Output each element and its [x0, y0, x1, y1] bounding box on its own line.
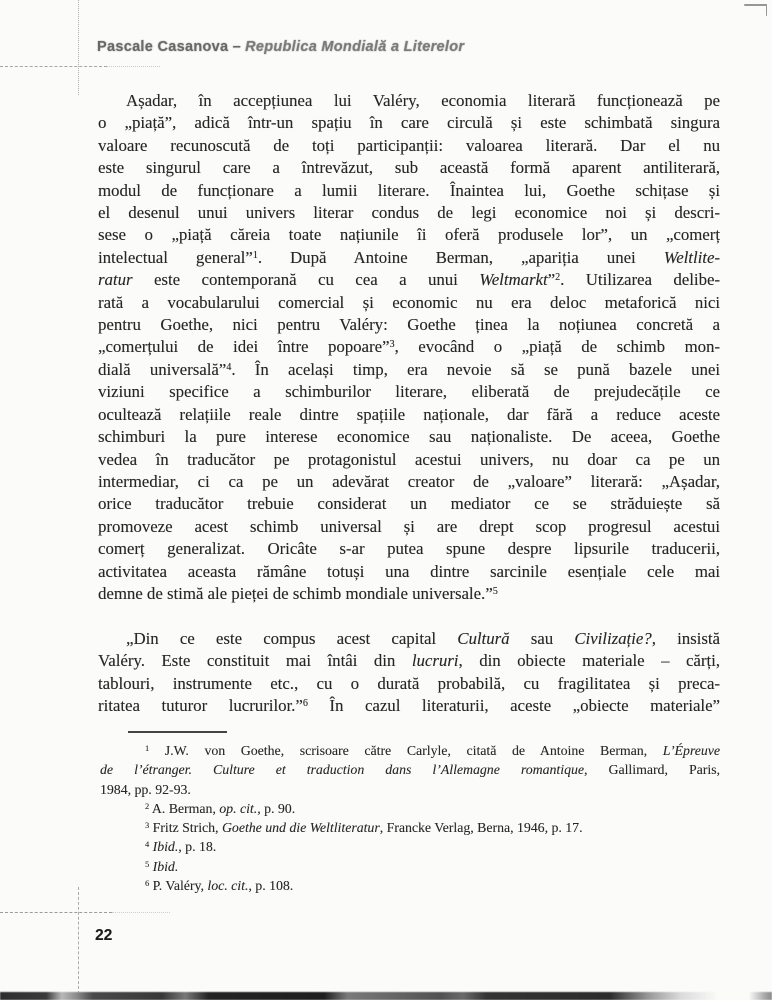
text-run: schimburi la pure interese economice sau naționaliste. De aceea, Goethe [98, 427, 720, 447]
text-run: intelectual general” [98, 247, 253, 267]
text-run: activitatea aceasta rămâne totuși una dintre sarcinile esențiale cele mai [98, 561, 720, 581]
footnote-reference: 2 [145, 801, 150, 811]
text-run: o „piață”, adică într-un spațiu în care circulă și este schimbată singura [98, 113, 720, 133]
text-run: orice traducător trebuie considerat un mediator ce se străduiește să [98, 494, 720, 514]
text-run: . În același timp, era nevoie să se pună bazele unei [231, 359, 720, 379]
text-run: A. Berman, [149, 800, 220, 816]
text-line [98, 449, 720, 471]
text-line [98, 292, 720, 314]
text-run: Așadar, în accepțiunea lui Valéry, economia literară funcționează pe [126, 91, 720, 110]
text-run: rată a vocabularului comercial și economic nu era deloc metaforică nici [98, 292, 720, 312]
text-run: 1984, pp. 92-93. [100, 781, 191, 797]
text-run: Cultură [457, 628, 510, 648]
text-run: de l’étranger. Culture et traduction dans l’Allemagne romantique [100, 762, 584, 778]
body-text [98, 90, 720, 717]
text-run: demne de stimă ale pieței de schimb mondiale universale.” [98, 583, 493, 603]
text-line [98, 404, 720, 426]
text-run: În cazul literaturii, aceste „obiecte materiale” [307, 695, 720, 715]
text-run: comerț generalizat. Oricâte s-ar putea spune despre lipsurile traducerii, [98, 539, 720, 559]
text-line [98, 650, 720, 672]
text-line [100, 780, 720, 799]
scan-edge-shadow [0, 992, 772, 1000]
text-line [98, 695, 720, 717]
text-line [100, 741, 720, 760]
text-line [100, 760, 720, 779]
text-line [100, 818, 720, 837]
text-run: Civilizație? [574, 628, 652, 648]
text-run: „comerțului de idei între popoare” [98, 337, 390, 357]
text-run: . După Antoine Berman, „apariția unei [257, 247, 664, 267]
crop-mark-top-left-horizontal [0, 66, 107, 67]
text-run: , insistă [651, 628, 720, 648]
text-run: , p. 90. [257, 800, 296, 816]
text-run: P. Valéry, [149, 878, 208, 894]
text-line [100, 876, 720, 895]
text-line [98, 336, 720, 358]
text-run: ocultează relațiile reale dintre spațiile naționale, dar fără a reduce aceste [98, 404, 720, 424]
footnotes [100, 741, 720, 895]
footnote-reference: 3 [389, 339, 395, 351]
text-run: Ibid. [152, 839, 179, 855]
text-run: Weltlite- [663, 247, 720, 267]
text-run: Weltmarkt [479, 270, 548, 290]
text-run: ratur [98, 270, 133, 290]
text-run: valoare recunoscută de toți participanții: valoarea literară. Dar el nu [98, 135, 720, 155]
text-line [98, 135, 720, 157]
footnote-reference: 2 [555, 272, 561, 284]
running-header [97, 39, 464, 55]
text-run: dială universală” [98, 359, 227, 379]
footnote-reference: 3 [145, 821, 150, 831]
text-line [98, 157, 720, 179]
footnote-reference: 6 [302, 697, 308, 709]
text-line [98, 112, 720, 134]
text-line [98, 359, 720, 381]
text-run: op. cit. [219, 800, 258, 816]
footnote-reference: 6 [145, 878, 150, 888]
text-run: sese o „piață căreia toate națiunile îi oferă produsele lor”, un „comerț [98, 225, 720, 245]
footnote-separator-rule [128, 731, 227, 733]
crop-mark-top-left-horizontal-faint [107, 66, 160, 67]
paragraph [98, 90, 720, 605]
text-line [98, 381, 720, 403]
crop-mark-top-right-horizontal [744, 4, 767, 6]
text-line [98, 673, 720, 695]
text-line [100, 837, 720, 856]
text-line [98, 538, 720, 560]
text-run: loc. cit. [207, 878, 249, 894]
text-run: , p. 108. [248, 878, 294, 894]
page-number: 22 [95, 927, 113, 944]
crop-mark-bottom-left-vertical [78, 887, 79, 994]
text-run: , Francke Verlag, Berna, 1946, p. 17. [379, 820, 583, 836]
text-line [100, 799, 720, 818]
text-run: modul de funcționare a lumii literare. Înaintea lui, Goethe schițase și [98, 180, 720, 200]
text-run: sau [509, 628, 575, 648]
text-run: ” [547, 270, 556, 290]
text-run: lucruri [411, 651, 459, 671]
text-run: intermediar, ci ca pe un adevărat creator de „valoare” literară: „Așadar, [98, 471, 720, 491]
text-run: pentru Goethe, nici pentru Valéry: Goethe ținea la noțiunea concretă a [98, 315, 720, 335]
footnote-reference: 1 [145, 743, 150, 753]
text-line [98, 583, 720, 605]
footnote-reference: 1 [252, 249, 258, 261]
text-line [98, 224, 720, 246]
crop-mark-bottom-left-horizontal-faint [112, 912, 170, 913]
text-line [98, 628, 720, 650]
text-run: , p. 18. [178, 839, 217, 855]
text-run: vedea în traducător pe protagonistul acestui univers, nu doar ca pe un [98, 449, 720, 469]
text-run: Fritz Strich, [149, 820, 222, 836]
text-line [100, 857, 720, 876]
footnote-reference: 4 [226, 361, 232, 373]
text-run: L’Épreuve [662, 743, 720, 758]
header-author: Pascale Casanova – [97, 39, 242, 55]
text-run: J.W. von Goethe, scrisoare către Carlyle, citată de Antoine Berman, [149, 743, 663, 758]
text-line [98, 202, 720, 224]
crop-mark-bottom-left-horizontal [0, 912, 112, 913]
text-line [98, 314, 720, 336]
text-run: promoveze acest schimb universal și are drept scop progresul acestui [98, 516, 720, 536]
text-line [98, 180, 720, 202]
text-run: . Utilizarea delibe- [560, 270, 720, 290]
crop-mark-top-right-vertical [766, 4, 768, 16]
footnote-reference: 4 [145, 840, 150, 850]
text-run: este singurul care a întrevăzut, sub această formă aparent antiliterară, [98, 158, 720, 178]
text-run: , evocând o „piață de schimb mon- [394, 337, 720, 357]
text-line [98, 247, 720, 269]
text-run: , din obiecte materiale – cărți, [458, 651, 720, 671]
text-run: tablouri, instrumente etc., cu o durată probabilă, cu fragilitatea și preca- [98, 673, 720, 693]
text-run: ritatea tuturor lucrurilor.” [98, 695, 303, 715]
text-run: el desenul unui univers literar condus de legi economice noi și descri- [98, 203, 720, 223]
footnote-reference: 5 [145, 859, 150, 869]
text-run: viziuni specifice a schimburilor literare, eliberată de prejudecățile ce [98, 382, 720, 402]
header-book-title: Republica Mondială a Literelor [245, 39, 465, 55]
text-run: Valéry. Este constituit mai întâi din [98, 651, 412, 671]
text-run: , Gallimard, Paris, [584, 762, 720, 778]
text-line [98, 561, 720, 583]
crop-mark-top-left-vertical [78, 0, 79, 95]
text-run: este contemporană cu cea a unui [132, 270, 480, 290]
paragraph [98, 628, 720, 718]
text-run: „Din ce este compus acest capital [126, 628, 458, 648]
text-run: Goethe und die Weltliteratur [221, 820, 380, 836]
text-line [98, 516, 720, 538]
footnote-reference: 5 [492, 585, 498, 597]
text-line [98, 90, 720, 112]
text-line [98, 269, 720, 291]
text-line [98, 426, 720, 448]
text-line [98, 493, 720, 515]
text-line [98, 471, 720, 493]
text-run: Ibid. [152, 858, 179, 874]
